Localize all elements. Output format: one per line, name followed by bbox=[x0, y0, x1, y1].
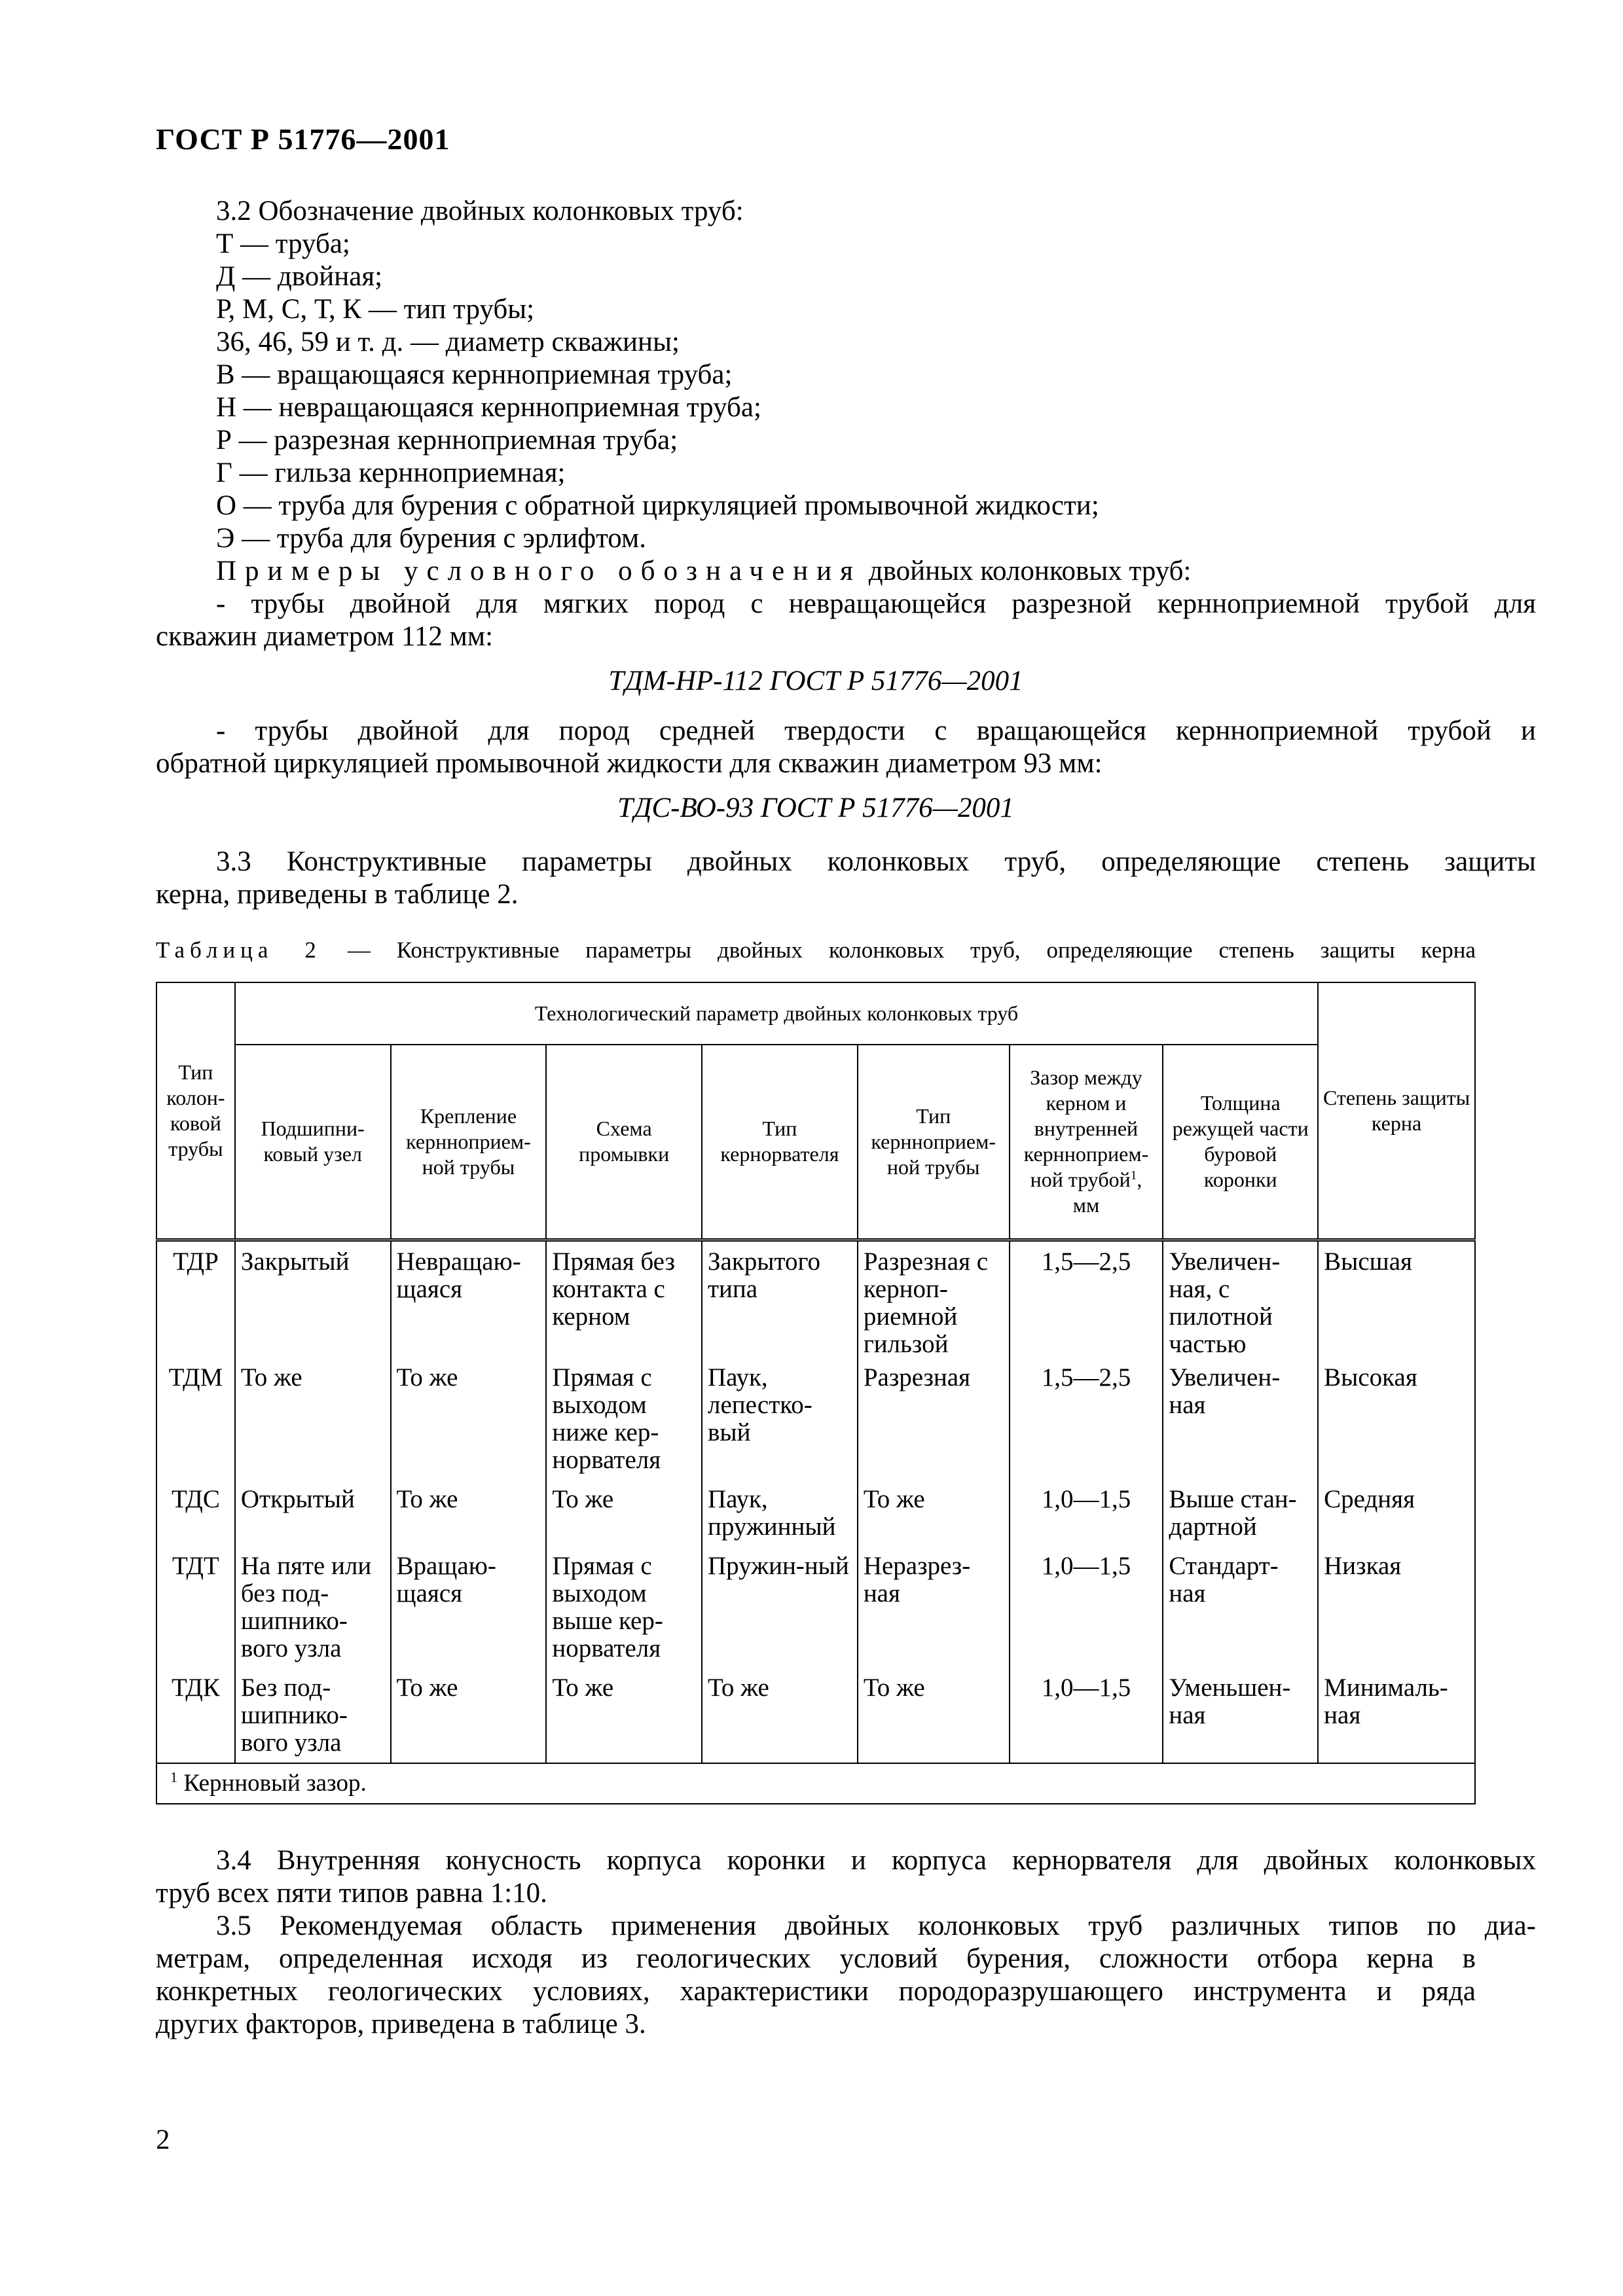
footnote-text: Кернновый зазор. bbox=[177, 1770, 367, 1797]
table-2 bbox=[156, 982, 1476, 1804]
header-type: Тип колон-ковой трубы bbox=[156, 982, 235, 1240]
header-protection: Степень защиты керна bbox=[1318, 982, 1475, 1240]
cell-flush: То же bbox=[546, 1672, 702, 1763]
example-1-text-cont: скважин диаметром 112 мм: bbox=[156, 621, 494, 652]
section-3-5-text-cont: конкретных геологических условиях, характеристики породоразрушающего инструмента и ряда bbox=[156, 1976, 1476, 2007]
footnote-ref: 1 bbox=[1130, 1168, 1137, 1183]
designation-item: В — вращающаяся кернноприемная труба; bbox=[216, 359, 733, 390]
cell-bearing: Открытый bbox=[235, 1483, 391, 1550]
header-gap-unit: мм bbox=[1072, 1193, 1100, 1217]
cell-bearing: Без под-шипнико-вого узла bbox=[235, 1672, 391, 1763]
designation-item: Т — труба; bbox=[216, 228, 350, 259]
table-2-caption bbox=[156, 936, 1476, 965]
cell-thickness: Увеличен-ная bbox=[1163, 1361, 1318, 1483]
table-row bbox=[156, 1550, 1475, 1672]
table-2-title: — Конструктивные параметры двойных колонковых труб, определяющие степень защиты керна bbox=[321, 937, 1476, 963]
cell-type: ТДК bbox=[156, 1672, 235, 1763]
designation-item: Г — гильза кернноприемная; bbox=[216, 457, 566, 488]
header-core-tube: Тип кернноприем-ной трубы bbox=[858, 1045, 1010, 1240]
cell-fastening: То же bbox=[391, 1483, 547, 1550]
cell-core-lifter: То же bbox=[702, 1672, 858, 1763]
section-3-5-text-cont: метрам, определенная исходя из геологических условий бурения, сложности отбора керна в bbox=[156, 1943, 1476, 1974]
cell-core-tube: Разрезная bbox=[858, 1361, 1010, 1483]
header-core-lifter: Тип кернорвателя bbox=[702, 1045, 858, 1240]
designation-item: Р — разрезная кернноприемная труба; bbox=[216, 425, 678, 456]
cell-type: ТДТ bbox=[156, 1550, 235, 1672]
cell-bearing: То же bbox=[235, 1361, 391, 1483]
cell-core-lifter: Паук, лепестко-вый bbox=[702, 1361, 858, 1483]
cell-core-tube: То же bbox=[858, 1672, 1010, 1763]
cell-gap: 1,5—2,5 bbox=[1010, 1361, 1163, 1483]
examples-rest: двойных колонковых труб: bbox=[861, 556, 1192, 586]
document-header: ГОСТ Р 51776—2001 bbox=[156, 122, 450, 156]
designation-item: 36, 46, 59 и т. д. — диаметр скважины; bbox=[216, 327, 680, 357]
section-3-4-text-cont: труб всех пяти типов равна 1:10. bbox=[156, 1878, 547, 1909]
header-thickness: Толщина режущей части буровой коронки bbox=[1163, 1045, 1318, 1240]
cell-core-lifter: Паук, пружинный bbox=[702, 1483, 858, 1550]
header-bearing: Подшипни-ковый узел bbox=[235, 1045, 391, 1240]
footnote-mark: 1 bbox=[170, 1768, 178, 1785]
example-2-designation: ТДС-ВО-93 ГОСТ Р 51776—2001 bbox=[617, 793, 1014, 823]
cell-fastening: Вращаю-щаяся bbox=[391, 1550, 547, 1672]
designation-item: Н — невращающаяся кернноприемная труба; bbox=[216, 392, 761, 423]
cell-type: ТДМ bbox=[156, 1361, 235, 1483]
header-group: Технологический параметр двойных колонковых труб bbox=[235, 982, 1318, 1045]
cell-thickness: Стандарт-ная bbox=[1163, 1550, 1318, 1672]
cell-type: ТДР bbox=[156, 1240, 235, 1361]
example-1-designation: ТДМ-НР-112 ГОСТ Р 51776—2001 bbox=[608, 666, 1023, 696]
cell-bearing: На пяте или без под-шипнико-вого узла bbox=[235, 1550, 391, 1672]
cell-thickness: Увеличен-ная, с пилотной частью bbox=[1163, 1240, 1318, 1361]
cell-protection: Низкая bbox=[1318, 1550, 1475, 1672]
cell-protection: Высшая bbox=[1318, 1240, 1475, 1361]
header-gap: Зазор между керном и внутренней кернноприем-ной трубой$^1$, мм bbox=[1010, 1045, 1163, 1240]
cell-core-lifter: Закрытого типа bbox=[702, 1240, 858, 1361]
section-3-5-text: 3.5 Рекомендуемая область применения двойных колонковых труб различных типов по диа- bbox=[216, 1910, 1536, 1941]
cell-gap: 1,0—1,5 bbox=[1010, 1483, 1163, 1550]
header-flush: Схема промывки bbox=[546, 1045, 702, 1240]
designation-item: Д — двойная; bbox=[216, 261, 383, 292]
header-fastening: Крепление кернноприем-ной трубы bbox=[391, 1045, 547, 1240]
cell-fastening: Невращаю-щаяся bbox=[391, 1240, 547, 1361]
table-row bbox=[156, 1483, 1475, 1550]
section-3-3-text: 3.3 Конструктивные параметры двойных колонковых труб, определяющие степень защиты bbox=[216, 846, 1536, 877]
cell-gap: 1,0—1,5 bbox=[1010, 1550, 1163, 1672]
designation-item: Р, М, С, Т, К — тип трубы; bbox=[216, 294, 535, 325]
header-gap-text: Зазор между керном и внутренней кернноприем-ной трубой bbox=[1023, 1066, 1149, 1192]
cell-thickness: Выше стан-дартной bbox=[1163, 1483, 1318, 1550]
designation-item: О — труба для бурения с обратной циркуляцией промывочной жидкости; bbox=[216, 490, 1099, 521]
example-1-text: - трубы двойной для мягких пород с невращающейся разрезной кернноприемной трубой для bbox=[216, 588, 1536, 619]
cell-bearing: Закрытый bbox=[235, 1240, 391, 1361]
page-number: 2 bbox=[156, 2125, 170, 2155]
table-row bbox=[156, 1240, 1475, 1361]
section-3-5-text-cont: других факторов, приведена в таблице 3. bbox=[156, 2009, 646, 2039]
cell-core-lifter: Пружин-ный bbox=[702, 1550, 858, 1672]
section-3-2-title: 3.2 Обозначение двойных колонковых труб: bbox=[216, 196, 744, 226]
cell-fastening: То же bbox=[391, 1672, 547, 1763]
section-3-3-text-cont: керна, приведены в таблице 2. bbox=[156, 879, 519, 910]
table-row bbox=[156, 1672, 1475, 1763]
cell-flush: То же bbox=[546, 1483, 702, 1550]
examples-label: Примеры условного обозначения bbox=[216, 556, 862, 586]
cell-flush: Прямая с выходом ниже кер-норвателя bbox=[546, 1361, 702, 1483]
table-footnote bbox=[156, 1763, 1475, 1804]
examples-heading bbox=[156, 555, 1536, 588]
cell-core-tube: Неразрез-ная bbox=[858, 1550, 1010, 1672]
cell-flush: Прямая с выходом выше кер-норвателя bbox=[546, 1550, 702, 1672]
cell-core-tube: То же bbox=[858, 1483, 1010, 1550]
cell-type: ТДС bbox=[156, 1483, 235, 1550]
cell-flush: Прямая без контакта с керном bbox=[546, 1240, 702, 1361]
table-row bbox=[156, 1361, 1475, 1483]
cell-gap: 1,0—1,5 bbox=[1010, 1672, 1163, 1763]
section-3-4-text: 3.4 Внутренняя конусность корпуса коронки и корпуса кернорвателя для двойных колонковых bbox=[216, 1845, 1536, 1876]
cell-protection: Высокая bbox=[1318, 1361, 1475, 1483]
example-2-text-cont: обратной циркуляцией промывочной жидкости для скважин диаметром 93 мм: bbox=[156, 748, 1103, 779]
example-2-text: - трубы двойной для пород средней твердости с вращающейся кернноприемной трубой и bbox=[216, 715, 1536, 746]
cell-core-tube: Разрезная с керноп-риемной гильзой bbox=[858, 1240, 1010, 1361]
cell-gap: 1,5—2,5 bbox=[1010, 1240, 1163, 1361]
cell-protection: Средняя bbox=[1318, 1483, 1475, 1550]
cell-fastening: То же bbox=[391, 1361, 547, 1483]
designation-item: Э — труба для бурения с эрлифтом. bbox=[216, 523, 646, 554]
cell-protection: Минималь-ная bbox=[1318, 1672, 1475, 1763]
cell-thickness: Уменьшен-ная bbox=[1163, 1672, 1318, 1763]
table-2-label: Таблица 2 bbox=[156, 937, 321, 963]
